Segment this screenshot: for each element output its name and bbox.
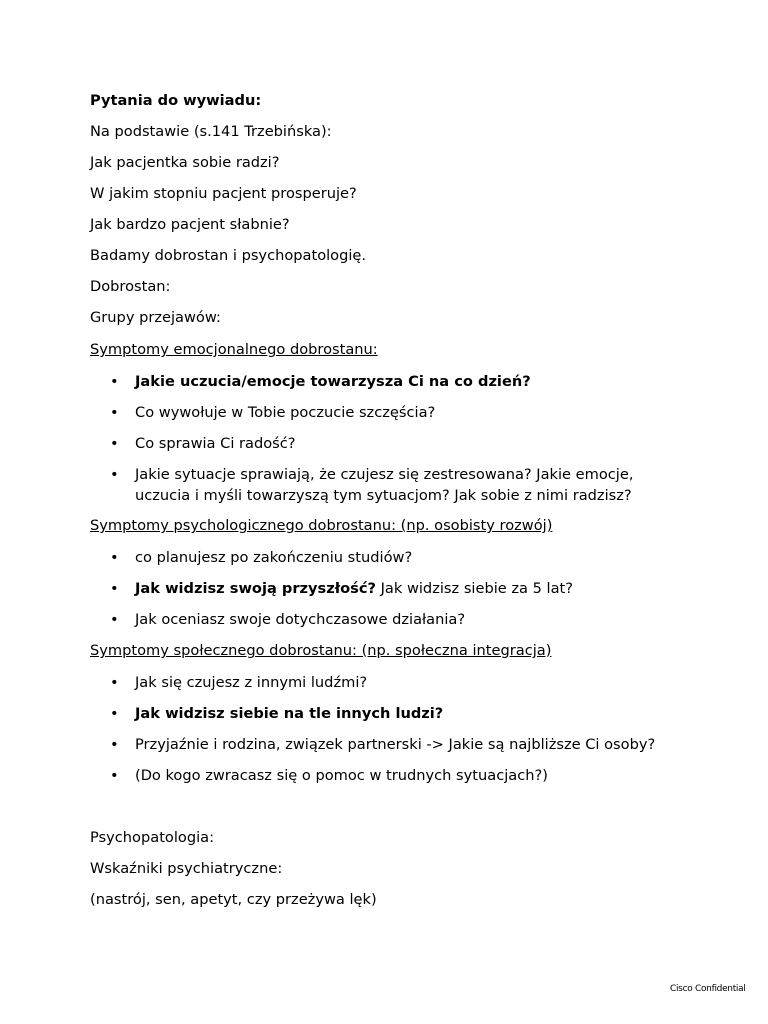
list-item-bold-text: Jak widzisz swoją przyszłość? — [135, 580, 376, 597]
list-item-text: Jak oceniasz swoje dotychczasowe działania? — [135, 611, 466, 628]
section-heading-psychological: Symptomy psychologicznego dobrostanu: (np. osobisty rozwój) — [90, 517, 553, 534]
psychopathology-heading: Psychopatologia: — [90, 829, 215, 846]
list-item-text: Jak widzisz siebie na tle innych ludzi? — [135, 705, 444, 722]
list-item-rest-text: Jak widzisz siebie za 5 lat? — [380, 580, 574, 597]
bullet-icon: • — [110, 549, 119, 566]
list-item-text: (Do kogo zwracasz się o pomoc w trudnych sytuacjach?) — [135, 767, 548, 784]
list-item-text: Jak się czujesz z innymi ludźmi? — [135, 674, 368, 691]
bullet-icon: • — [110, 767, 119, 784]
bullet-icon: • — [110, 611, 119, 628]
list-item-text: Jakie uczucia/emocje towarzysza Ci na co dzień? — [135, 373, 531, 390]
list-item-text: Jakie sytuacje sprawiają, że czujesz się zestresowana? Jakie emocje, uczucia i myśli towarzyszą tym sytuacjom? Jak sobie z nimi radzisz? — [135, 466, 634, 504]
footer-confidential: Cisco Confidential — [670, 984, 746, 994]
list-item-text: Co sprawia Ci radość? — [135, 435, 296, 452]
intro-line: Dobrostan: — [90, 278, 171, 295]
section-heading-social: Symptomy społecznego dobrostanu: (np. społeczna integracja) — [90, 642, 552, 659]
bullet-icon: • — [110, 736, 119, 753]
psychopathology-line: (nastrój, sen, apetyt, czy przeżywa lęk) — [90, 891, 377, 908]
bullet-icon: • — [110, 674, 119, 691]
bullet-icon: • — [110, 404, 119, 421]
list-item-text — [135, 578, 695, 599]
intro-line: Na podstawie (s.141 Trzebińska): — [90, 123, 332, 140]
bullet-icon: • — [110, 580, 119, 597]
intro-line: W jakim stopniu pacjent prosperuje? — [90, 185, 357, 202]
intro-line: Badamy dobrostan i psychopatologię. — [90, 247, 367, 264]
list-item-text: Przyjaźnie i rodzina, związek partnerski -> Jakie są najbliższe Ci osoby? — [135, 736, 656, 753]
list-item-text: Co wywołuje w Tobie poczucie szczęścia? — [135, 404, 436, 421]
intro-line: Jak pacjentka sobie radzi? — [90, 154, 280, 171]
document-title: Pytania do wywiadu: — [90, 92, 262, 109]
bullet-icon: • — [110, 435, 119, 452]
intro-line: Grupy przejawów: — [90, 309, 221, 326]
section-heading-emotional: Symptomy emocjonalnego dobrostanu: — [90, 341, 378, 358]
bullet-icon: • — [110, 705, 119, 722]
bullet-icon: • — [110, 373, 119, 390]
bullet-icon: • — [110, 466, 119, 483]
list-item-text: co planujesz po zakończeniu studiów? — [135, 549, 413, 566]
psychopathology-line: Wskaźniki psychiatryczne: — [90, 860, 283, 877]
intro-line: Jak bardzo pacjent słabnie? — [90, 216, 290, 233]
